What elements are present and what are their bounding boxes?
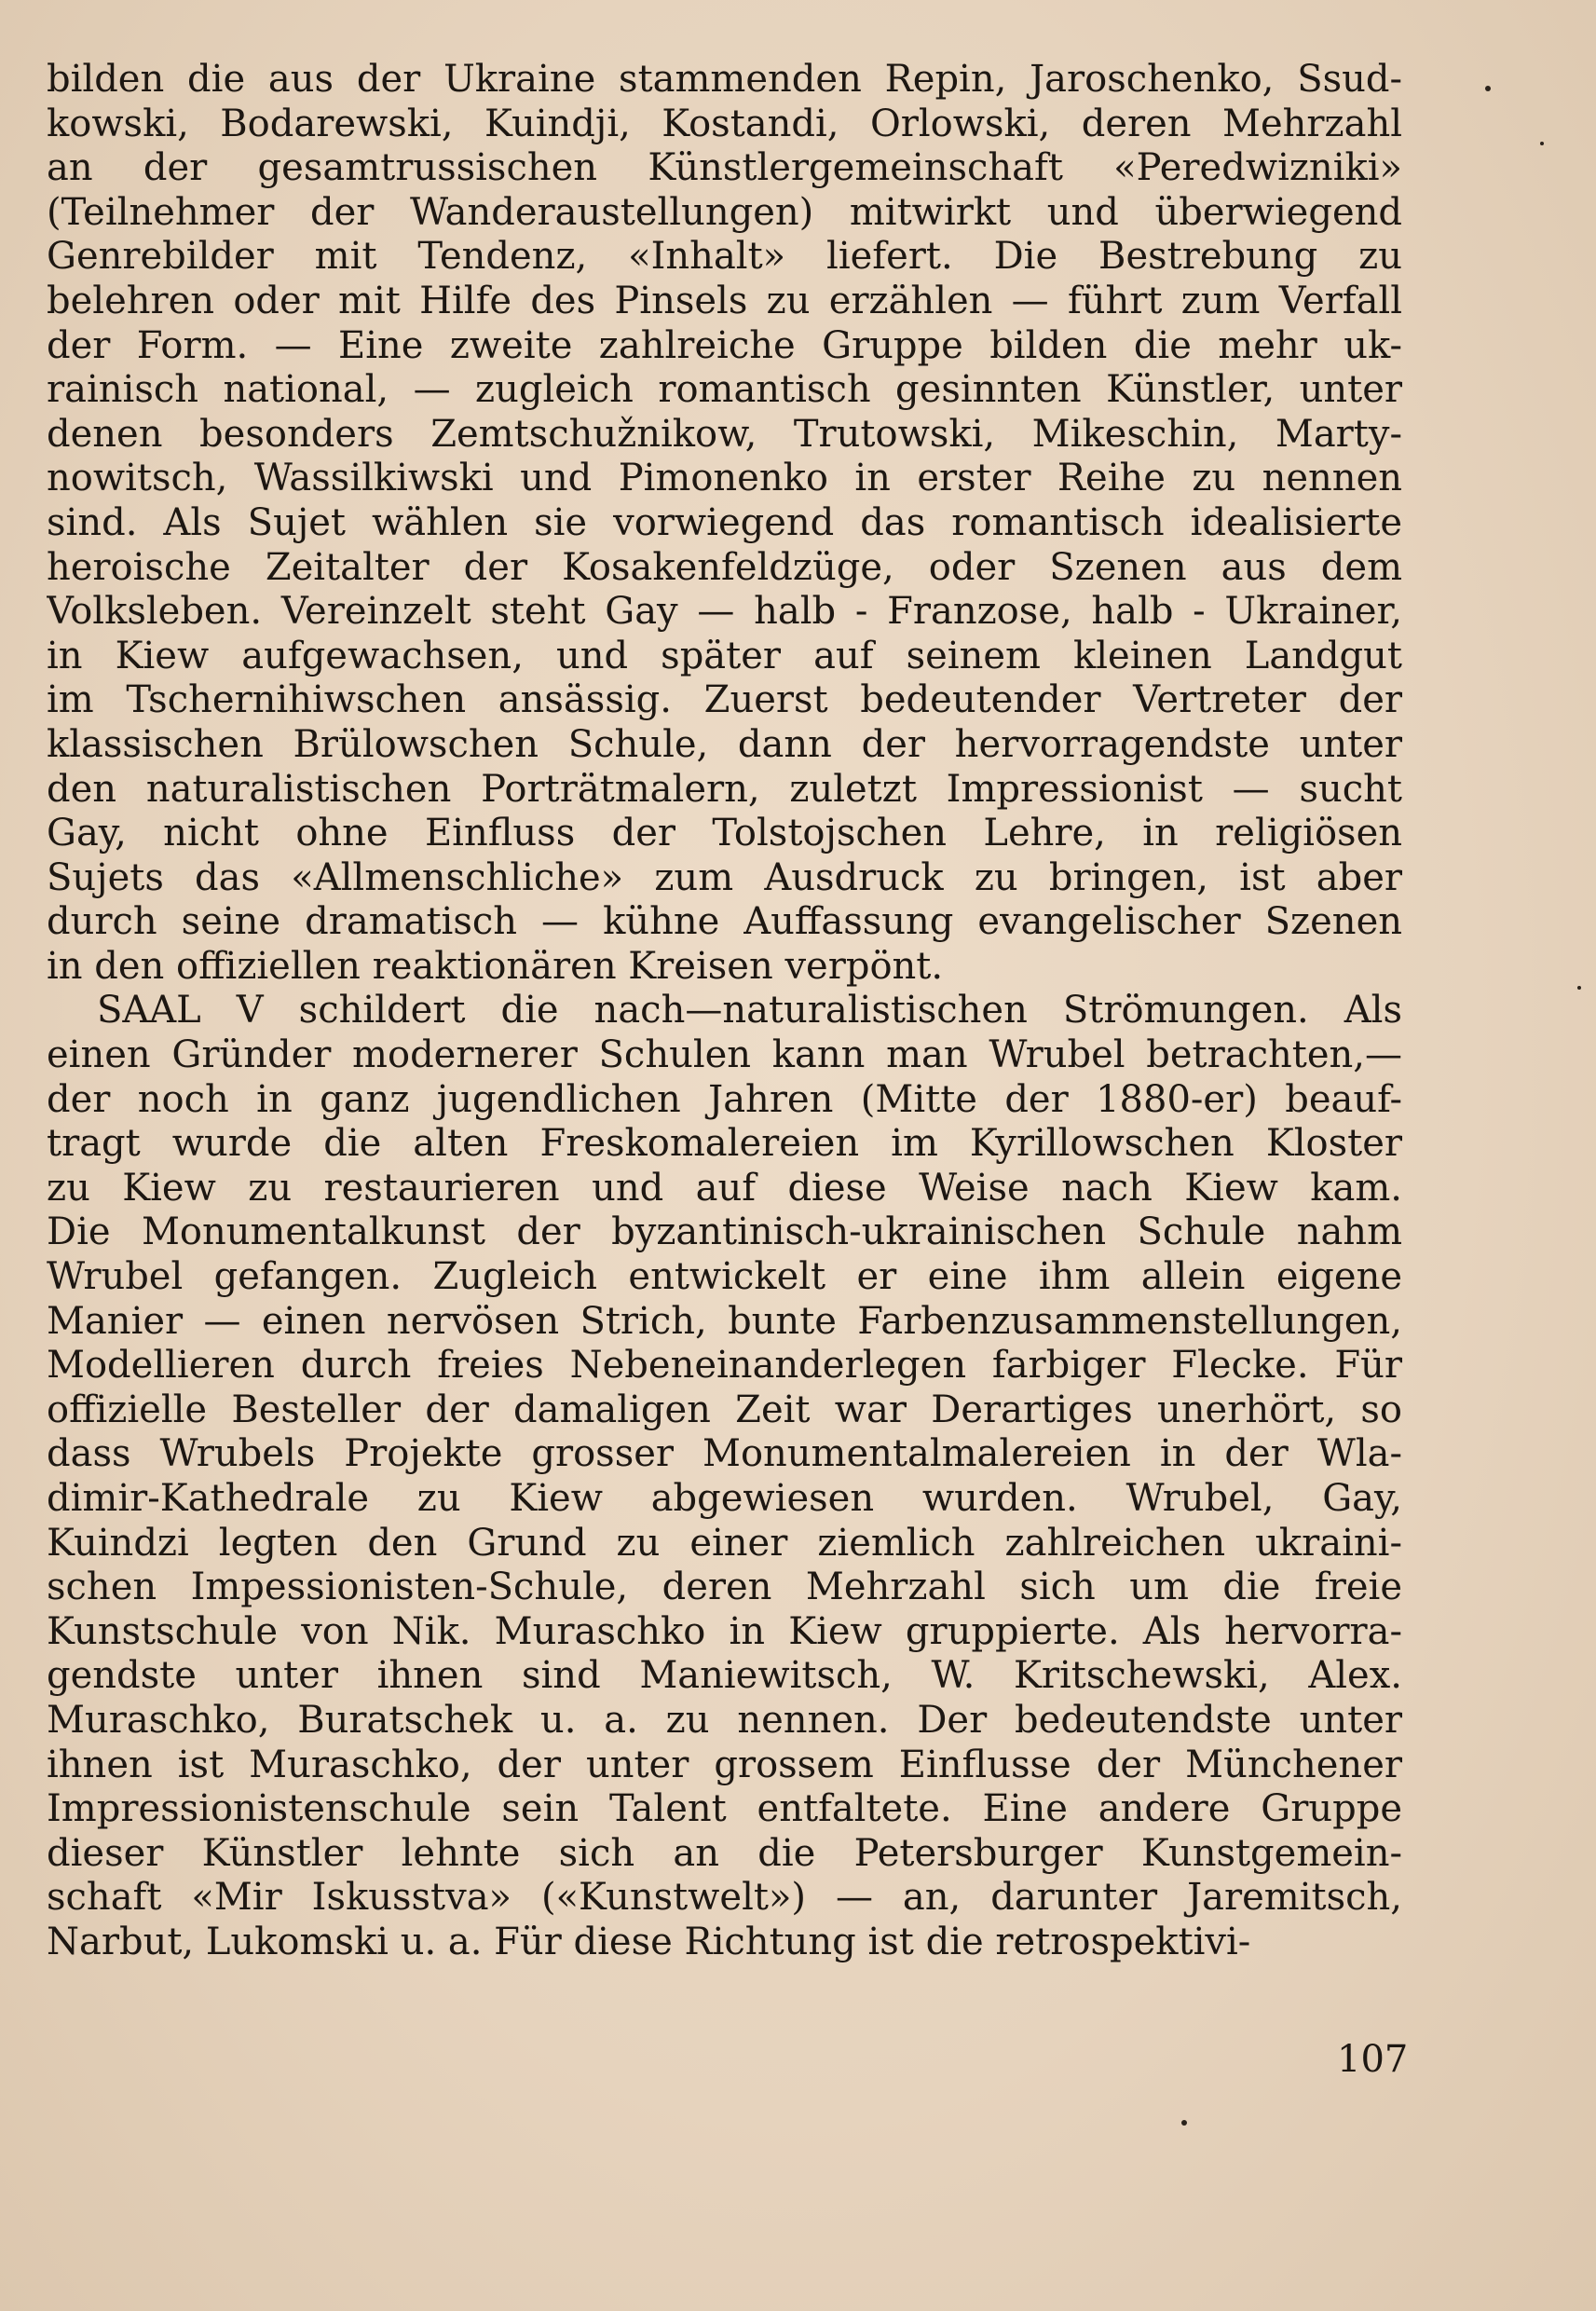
- text-line: Volksleben. Vereinzelt steht Gay — halb - Franzose, halb - Ukrainer,: [47, 590, 1402, 634]
- text-line: denen besonders Zemtschužnikow, Trutowski, Mikeschin, Marty-: [47, 412, 1402, 456]
- text-line: Kunstschule von Nik. Muraschko in Kiew gruppierte. Als hervorra-: [47, 1609, 1402, 1653]
- text-line: heroische Zeitalter der Kosakenfeldzüge, oder Szenen aus dem: [47, 545, 1402, 589]
- text-line: Narbut, Lukomski u. a. Für diese Richtung ist die retrospektivi-: [47, 1920, 1251, 1963]
- ink-speck: [1181, 2120, 1187, 2126]
- text-line: in den offiziellen reaktionären Kreisen verpönt.: [47, 944, 944, 988]
- text-line: Genrebilder mit Tendenz, «Inhalt» liefert. Die Bestrebung zu: [47, 235, 1402, 279]
- text-line: SAAL V schildert die nach—naturalistischen Strömungen. Als: [97, 989, 1402, 1032]
- text-line: dieser Künstler lehnte sich an die Petersburger Kunstgemein-: [47, 1831, 1402, 1875]
- text-line: an der gesamtrussischen Künstlergemeinschaft «Peredwizniki»: [47, 146, 1402, 190]
- text-line: in Kiew aufgewachsen, und später auf seinem kleinen Landgut: [47, 634, 1402, 677]
- text-line: schen Impessionisten-Schule, deren Mehrzahl sich um die freie: [47, 1566, 1402, 1609]
- text-line: nowitsch, Wassilkiwski und Pimonenko in erster Reihe zu nennen: [47, 457, 1402, 500]
- text-line: Manier — einen nervösen Strich, bunte Farbenzusammenstellungen,: [47, 1299, 1402, 1343]
- text-line: sind. Als Sujet wählen sie vorwiegend das romantisch idealisierte: [47, 500, 1402, 544]
- text-line: den naturalistischen Porträtmalern, zuletzt Impressionist — sucht: [47, 767, 1402, 811]
- text-line: Die Monumentalkunst der byzantinisch-ukrainischen Schule nahm: [47, 1210, 1402, 1254]
- text-line: schaft «Mir Iskusstva» («Kunstwelt») — an, darunter Jaremitsch,: [47, 1876, 1402, 1920]
- text-line: ihnen ist Muraschko, der unter grossem Einflusse der Münchener: [47, 1743, 1402, 1786]
- text-line: durch seine dramatisch — kühne Auffassung evangelischer Szenen: [47, 900, 1402, 944]
- text-line: Impressionistenschule sein Talent entfaltete. Eine andere Gruppe: [47, 1787, 1402, 1831]
- text-line: kowski, Bodarewski, Kuindji, Kostandi, Orlowski, deren Mehrzahl: [47, 102, 1402, 145]
- ink-speck: [1540, 142, 1544, 145]
- ink-speck: [1577, 986, 1581, 990]
- text-line: der Form. — Eine zweite zahlreiche Gruppe bilden die mehr uk-: [47, 323, 1402, 367]
- text-line: zu Kiew zu restaurieren und auf diese Weise nach Kiew kam.: [47, 1166, 1402, 1210]
- text-line: Kuindzi legten den Grund zu einer ziemlich zahlreichen ukraini-: [47, 1521, 1402, 1565]
- text-line: rainisch national, — zugleich romantisch gesinnten Künstler, unter: [47, 368, 1402, 412]
- text-line: tragt wurde die alten Freskomalereien im Kyrillowschen Kloster: [47, 1122, 1402, 1166]
- text-line: Wrubel gefangen. Zugleich entwickelt er eine ihm allein eigene: [47, 1255, 1402, 1299]
- text-line: bilden die aus der Ukraine stammenden Repin, Jaroschenko, Ssud-: [47, 58, 1402, 101]
- text-line: klassischen Brülowschen Schule, dann der hervorragendste unter: [47, 722, 1402, 766]
- page-number: 107: [1337, 2038, 1409, 2081]
- text-line: Sujets das «Allmenschliche» zum Ausdruck zu bringen, ist aber: [47, 855, 1402, 899]
- text-line: (Teilnehmer der Wanderaustellungen) mitwirkt und überwiegend: [47, 190, 1402, 234]
- text-line: einen Gründer modernerer Schulen kann man Wrubel betrachten,—: [47, 1033, 1402, 1077]
- text-line: belehren oder mit Hilfe des Pinsels zu erzählen — führt zum Verfall: [47, 279, 1402, 322]
- text-line: Gay, nicht ohne Einfluss der Tolstojschen Lehre, in religiösen: [47, 812, 1402, 855]
- text-line: gendste unter ihnen sind Maniewitsch, W. Kritschewski, Alex.: [47, 1654, 1402, 1698]
- text-line: dass Wrubels Projekte grosser Monumentalmalereien in der Wla-: [47, 1432, 1402, 1476]
- text-line: offizielle Besteller der damaligen Zeit war Derartiges unerhört, so: [47, 1388, 1402, 1431]
- text-line: der noch in ganz jugendlichen Jahren (Mitte der 1880-er) beauf-: [47, 1077, 1402, 1121]
- text-line: Muraschko, Buratschek u. a. zu nennen. Der bedeutendste unter: [47, 1698, 1402, 1742]
- text-line: Modellieren durch freies Nebeneinanderlegen farbiger Flecke. Für: [47, 1344, 1402, 1388]
- text-line: im Tschernihiwschen ansässig. Zuerst bedeutender Vertreter der: [47, 678, 1402, 722]
- ink-speck: [1485, 86, 1491, 91]
- text-line: dimir-Kathedrale zu Kiew abgewiesen wurden. Wrubel, Gay,: [47, 1477, 1402, 1520]
- body-text: [47, 58, 1402, 1965]
